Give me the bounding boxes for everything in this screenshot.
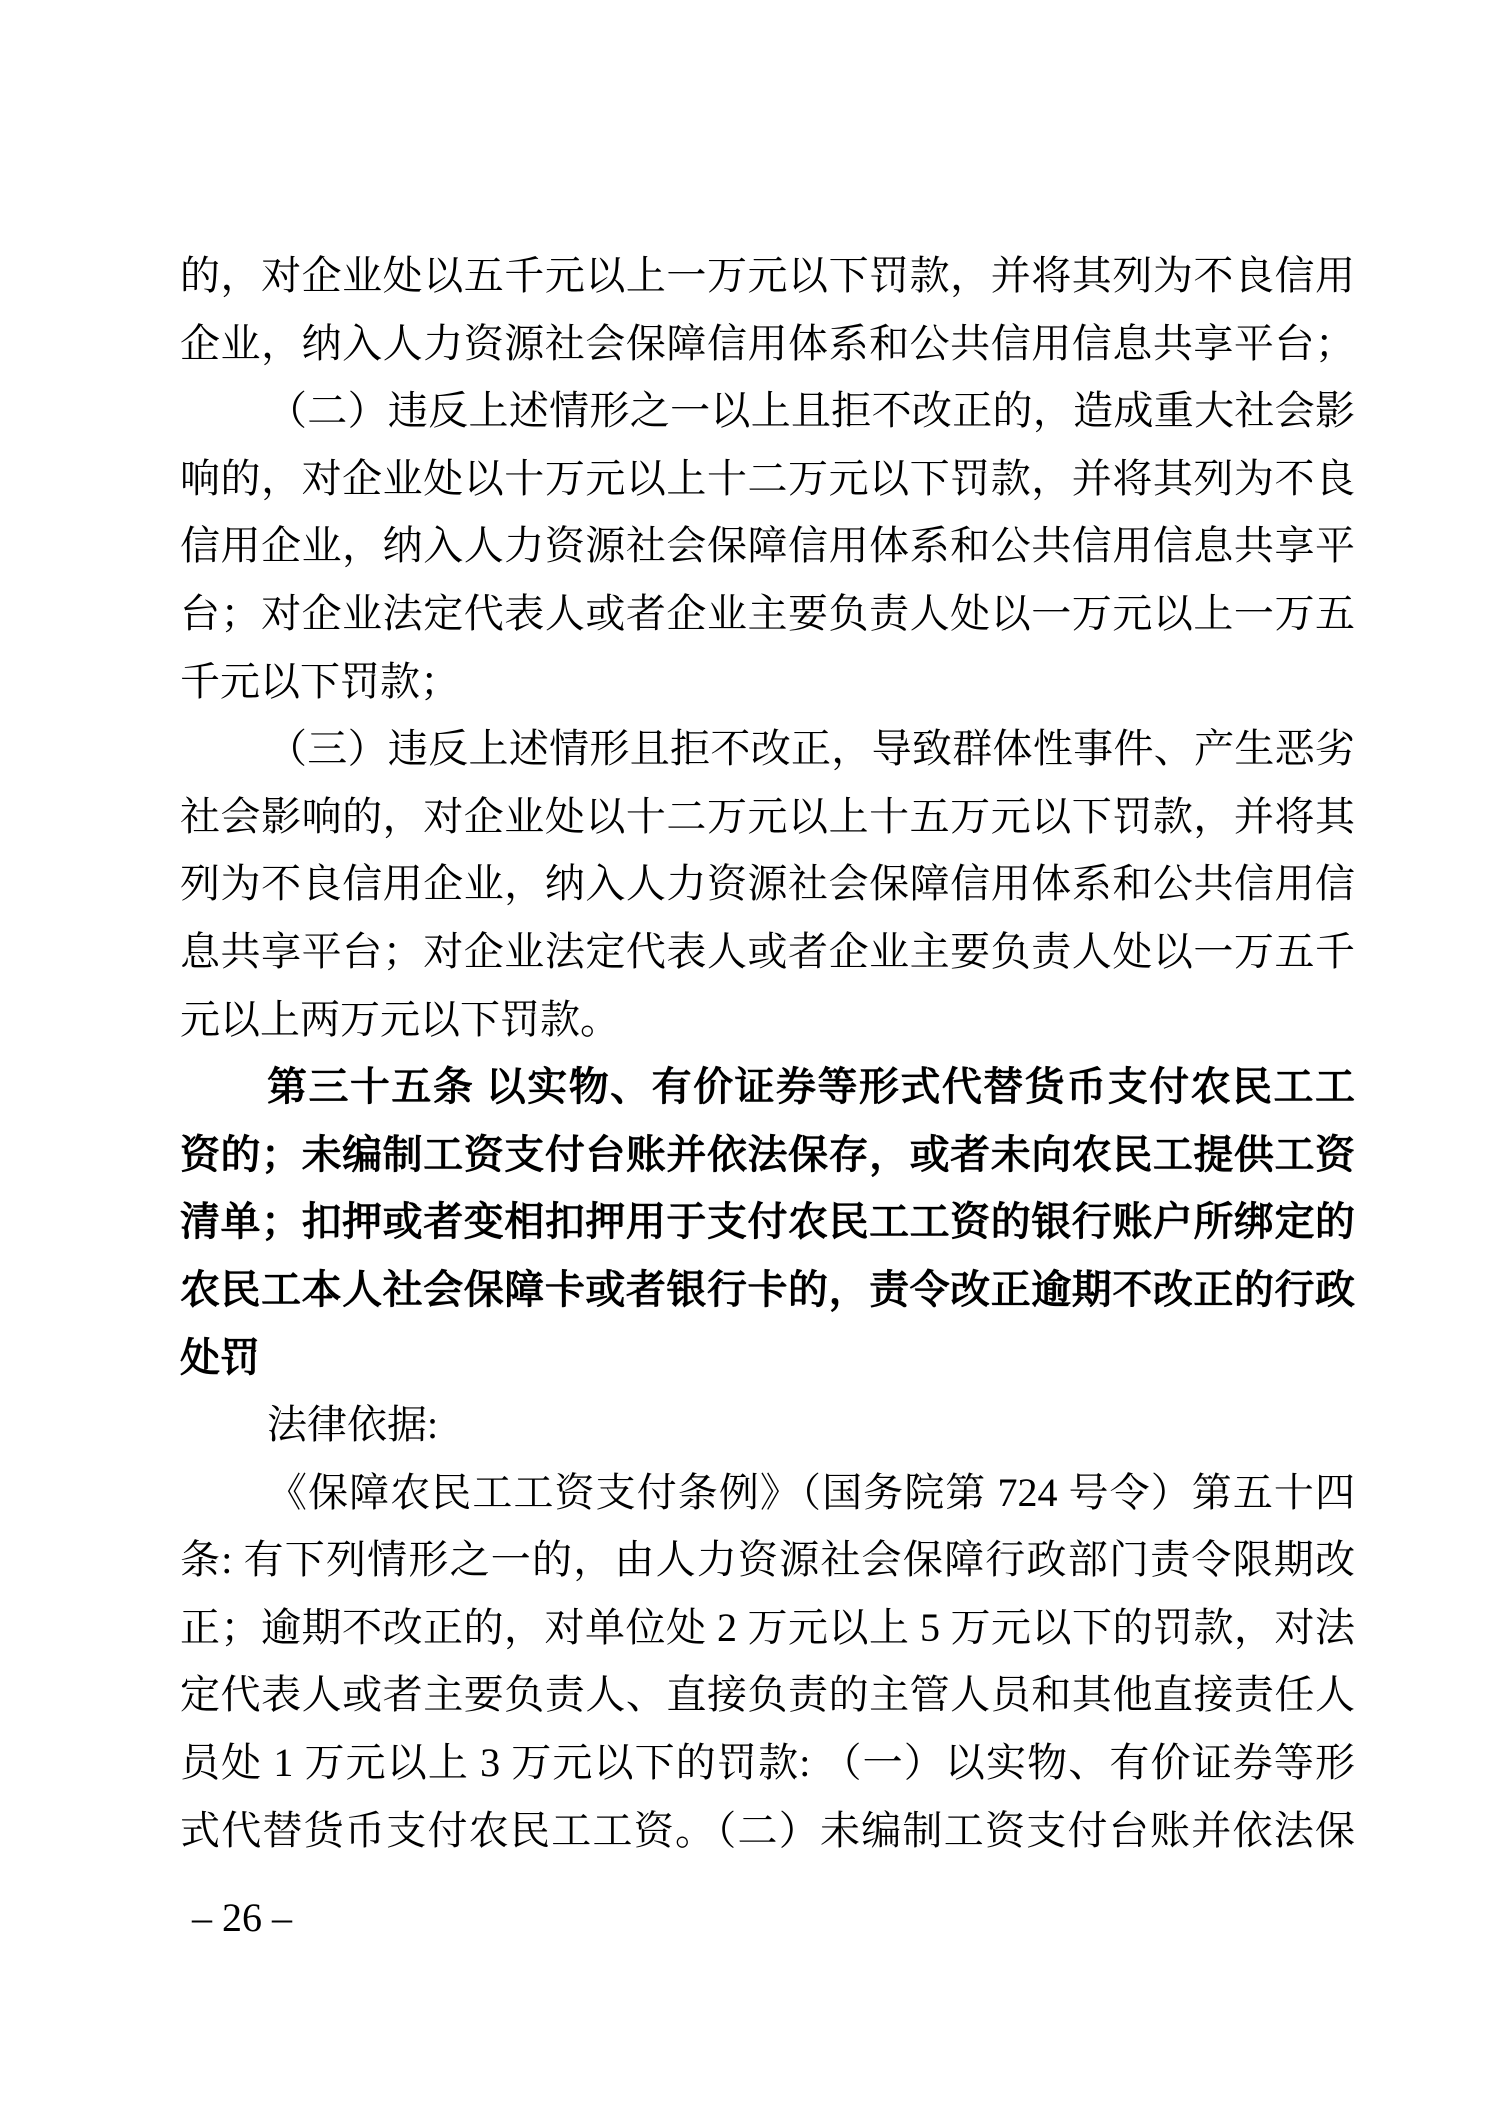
text-line: 千元以下罚款； <box>180 658 460 704</box>
text-line: 农民工本人社会保障卡或者银行卡的，责令改正逾期不改正的行政 <box>180 1266 1355 1312</box>
text-line: 员处 1 万元以上 3 万元以下的罚款: （一）以实物、有价证券等形 <box>180 1740 1355 1786</box>
text-line: 的，对企业处以五千元以上一万元以下罚款，并将其列为不良信用 <box>180 253 1355 298</box>
text-line: 处罚 <box>180 1334 260 1380</box>
text-line: 台；对企业法定代表人或者企业主要负责人处以一万元以上一万五 <box>180 590 1355 636</box>
text-line: 《保障农民工工资支付条例》（国务院第 724 号令）第五十四 <box>267 1469 1355 1515</box>
text-line: 资的；未编制工资支付台账并依法保存，或者未向农民工提供工资 <box>180 1131 1355 1177</box>
text-line: 第三十五条 以实物、有价证券等形式代替货币支付农民工工 <box>267 1064 1355 1110</box>
text-line: 定代表人或者主要负责人、直接负责的主管人员和其他直接责任人 <box>180 1672 1355 1718</box>
text-line: 响的，对企业处以十万元以上十二万元以下罚款，并将其列为不良 <box>180 455 1355 501</box>
text-line: 息共享平台；对企业法定代表人或者企业主要负责人处以一万五千 <box>180 928 1355 974</box>
text-line: 企业，纳入人力资源社会保障信用体系和公共信用信息共享平台； <box>180 320 1355 366</box>
text-line: （三）违反上述情形且拒不改正，导致群体性事件、产生恶劣 <box>267 726 1355 772</box>
text-line: 社会影响的，对企业处以十二万元以上十五万元以下罚款，并将其 <box>180 793 1355 839</box>
text-line: 式代替货币支付农民工工资。（二）未编制工资支付台账并依法保 <box>180 1807 1355 1853</box>
text-line: 条: 有下列情形之一的，由人力资源社会保障行政部门责令限期改 <box>180 1537 1355 1583</box>
text-line: 清单；扣押或者变相扣押用于支付农民工工资的银行账户所绑定的 <box>180 1199 1355 1245</box>
text-line: 列为不良信用企业，纳入人力资源社会保障信用体系和公共信用信 <box>180 861 1355 907</box>
page-number: – 26 – <box>192 1895 292 1940</box>
document-body <box>180 242 1355 1864</box>
text-line: 信用企业，纳入人力资源社会保障信用体系和公共信用信息共享平 <box>180 523 1355 569</box>
text-line: 元以上两万元以下罚款。 <box>180 996 620 1042</box>
text-line: 法律依据: <box>267 1402 439 1448</box>
text-line: （二）违反上述情形之一以上且拒不改正的，造成重大社会影 <box>267 388 1355 434</box>
text-line: 正；逾期不改正的，对单位处 2 万元以上 5 万元以下的罚款，对法 <box>180 1604 1355 1650</box>
